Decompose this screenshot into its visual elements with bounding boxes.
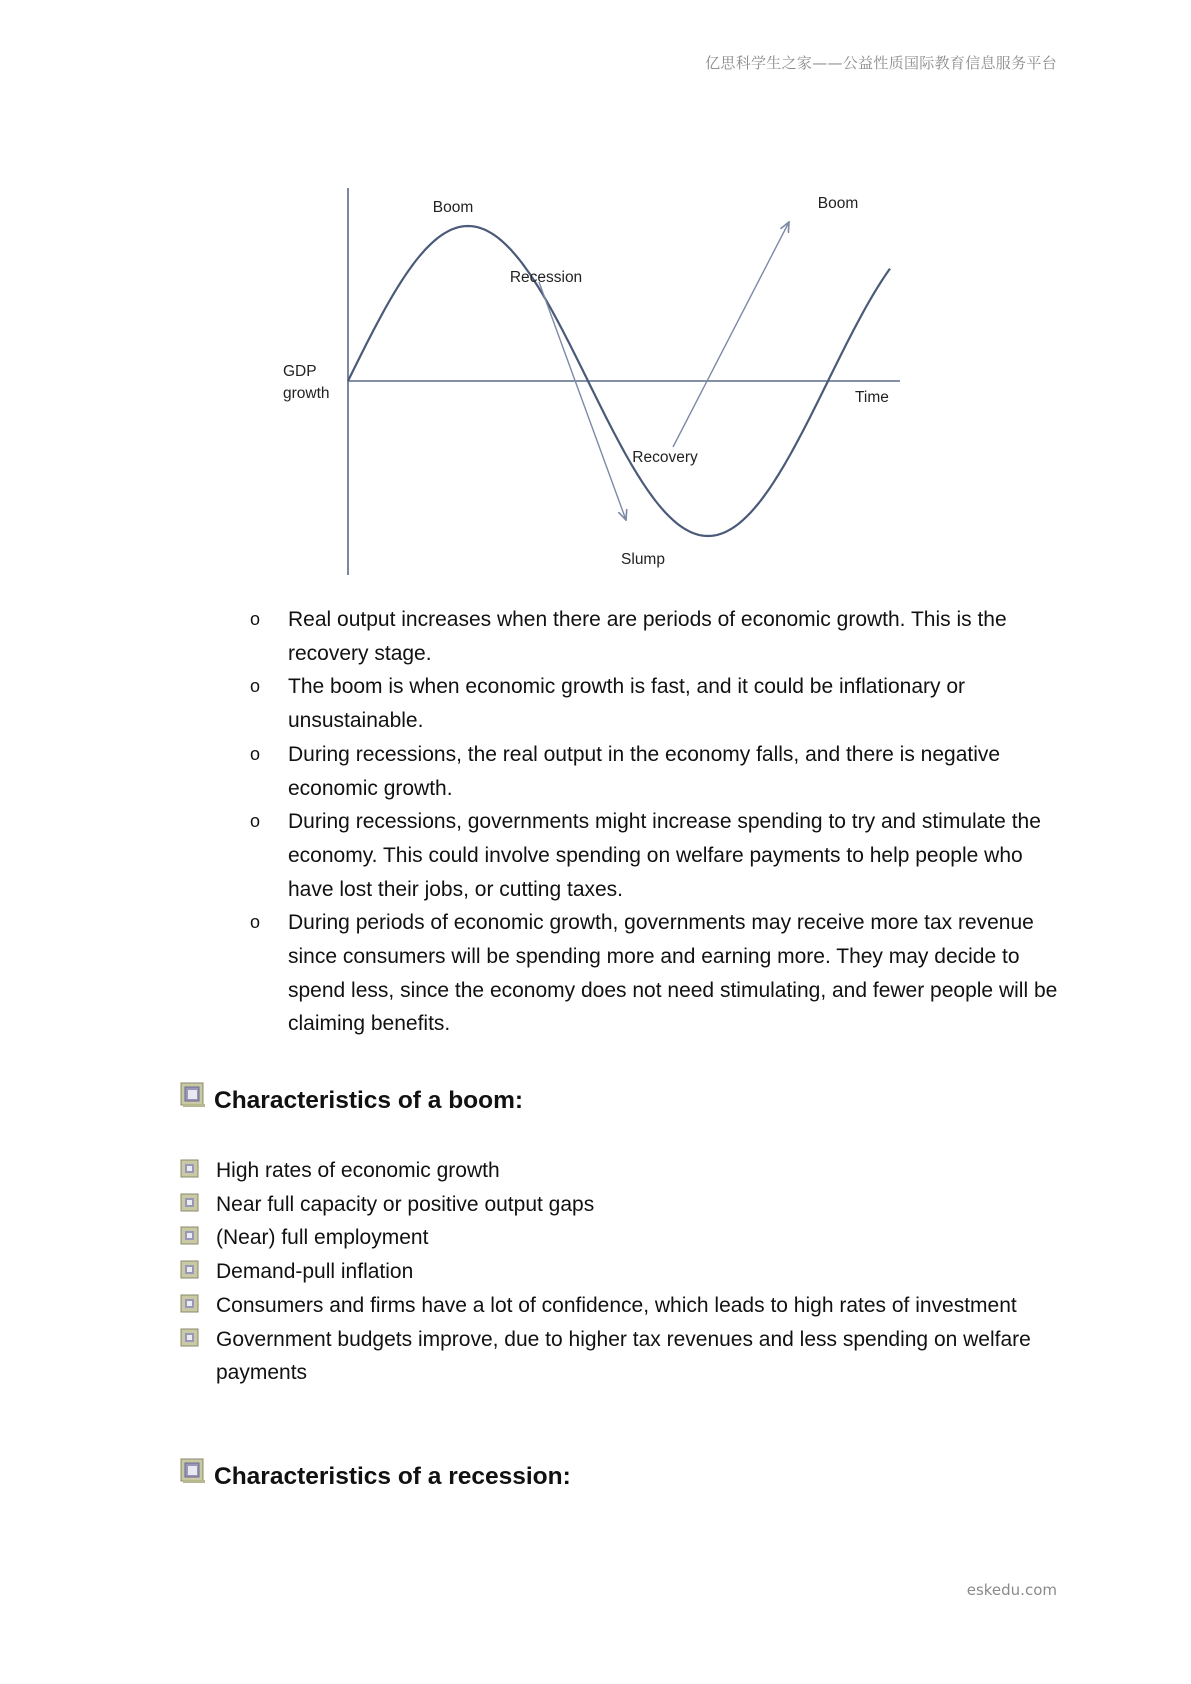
square-bullet-icon	[180, 1294, 200, 1314]
list-item-text: Government budgets improve, due to higher tax revenues and less spending on welfare payments	[216, 1327, 1031, 1385]
page-footer: eskedu.com	[966, 1581, 1057, 1599]
list-item-text: (Near) full employment	[216, 1226, 429, 1250]
circle-bullet: o	[250, 743, 261, 764]
list-item	[250, 906, 1060, 1041]
business-cycle-diagram	[268, 170, 948, 580]
list-item	[250, 738, 1060, 805]
list-item-text: Consumers and firms have a lot of confidence, which leads to high rates of investment	[216, 1293, 1017, 1317]
circle-bullet: o	[250, 676, 261, 697]
square-bullet-icon	[180, 1328, 200, 1348]
phase-label-slump: Slump	[621, 551, 665, 568]
phase-label-recession: Recession	[509, 269, 583, 286]
list-item-text: Near full capacity or positive output gaps	[216, 1192, 595, 1216]
list-item-text: During recessions, governments might increase spending to try and stimulate the economy. This could involve spending on welfare payments to help people who have lost their jobs, or cutting taxes.	[288, 810, 1041, 901]
circle-bullet: o	[250, 811, 261, 832]
list-item	[180, 1289, 1060, 1323]
list-item	[250, 805, 1060, 906]
recession-section-heading	[180, 1463, 571, 1491]
list-item-text: Demand-pull inflation	[216, 1260, 414, 1284]
y-axis-label-line2: growth	[283, 385, 330, 402]
list-item	[180, 1323, 1060, 1390]
list-item	[250, 603, 1060, 670]
recovery-arrow	[673, 222, 789, 447]
phase-label-recovery: Recovery	[632, 449, 698, 466]
cycle-points-list	[250, 603, 1060, 1041]
list-item	[180, 1255, 1060, 1289]
square-bullet-icon	[180, 1159, 200, 1179]
boom-section-heading	[180, 1087, 523, 1115]
boom-characteristics-list	[180, 1154, 1060, 1390]
heading-text: Characteristics of a recession:	[214, 1463, 571, 1490]
circle-bullet: o	[250, 609, 261, 629]
stacked-squares-icon	[180, 1082, 206, 1108]
list-item-text: The boom is when economic growth is fast, and it could be inflationary or unsustainable.	[288, 675, 966, 733]
circle-bullet: o	[250, 912, 261, 933]
square-bullet-icon	[180, 1193, 200, 1213]
y-axis-label-line1: GDP	[283, 363, 317, 380]
stacked-squares-icon	[180, 1458, 206, 1484]
list-item	[180, 1154, 1060, 1188]
recession-arrow	[539, 282, 626, 520]
list-item	[180, 1188, 1060, 1222]
list-item	[180, 1221, 1060, 1255]
x-axis-label: Time	[855, 389, 889, 406]
list-item-text: During recessions, the real output in the economy falls, and there is negative economic growth.	[288, 742, 1001, 800]
list-item-text: High rates of economic growth	[216, 1159, 500, 1182]
heading-text: Characteristics of a boom:	[214, 1087, 524, 1114]
square-bullet-icon	[180, 1226, 200, 1246]
list-item	[250, 670, 1060, 737]
square-bullet-icon	[180, 1260, 200, 1280]
list-item-text: Real output increases when there are periods of economic growth. This is the recovery stage.	[288, 608, 1007, 665]
phase-label-boom-2: Boom	[817, 195, 859, 212]
page-header: 亿思科学生之家——公益性质国际教育信息服务平台	[705, 54, 1057, 72]
list-item-text: During periods of economic growth, governments may receive more tax revenue since consumers will be spending more and earning more. They may decide to spend less, since the economy does not need stimulating, and fewer people will be claiming benefits.	[288, 911, 1058, 1036]
phase-label-boom-1: Boom	[432, 199, 474, 216]
